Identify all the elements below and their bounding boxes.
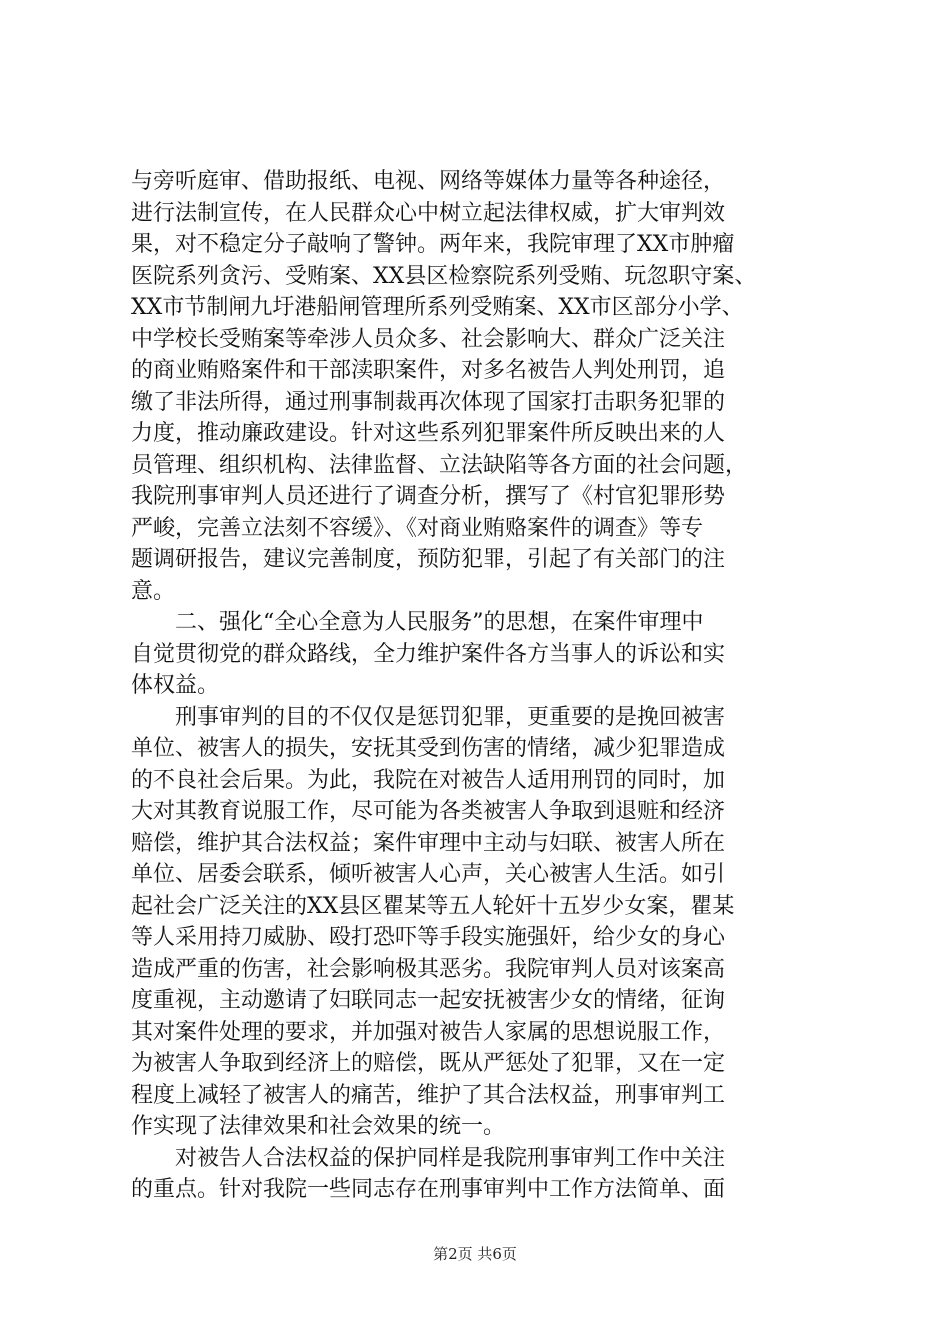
text-line: 起社会广泛关注的XX县区瞿某等五人轮奸十五岁少女案，瞿某 [131,893,735,919]
text-line: 大对其教育说服工作，尽可能为各类被害人争取到退赃和经济 [131,799,726,824]
text-line: 刑事审判的目的不仅仅是惩罚犯罪，更重要的是挽回被害 [131,704,726,730]
text-line: 进行法制宣传，在人民群众心中树立起法律权威，扩大审判效 [131,200,726,226]
text-line: 体权益。 [131,673,220,698]
text-line: 作实现了法律效果和社会效果的统一。 [131,1114,506,1139]
text-line: 中学校长受贿案等牵涉人员众多、社会影响大、群众广泛关注 [131,326,726,352]
text-line: 医院系列贪污、受贿案、XX县区检察院系列受贿、玩忽职守案、 [131,263,757,289]
text-line: 程度上减轻了被害人的痛苦，维护了其合法权益，刑事审判工 [131,1082,726,1108]
text-line: 度重视，主动邀请了妇联同志一起安抚被害少女的情绪，征询 [131,988,726,1013]
text-line: 与旁听庭审、借助报纸、电视、网络等媒体力量等各种途径， [131,169,726,194]
text-line: 等人采用持刀威胁、殴打恐吓等手段实施强奸，给少女的身心 [131,925,726,950]
text-line: XX市节制闸九圩港船闸管理所系列受贿案、XX市区部分小学、 [131,295,744,320]
text-line: 果，对不稳定分子敲响了警钟。两年来，我院审理了XX市肿瘤 [131,232,735,257]
text-line: 员管理、组织机构、法律监督、立法缺陷等各方面的社会问题， [131,452,748,478]
page-footer: 第2页 共6页 [433,1245,517,1263]
text-line: 单位、居委会联系，倾听被害人心声，关心被害人生活。如引 [131,862,726,887]
text-line: 为被害人争取到经济上的赔偿，既从严惩处了犯罪，又在一定 [131,1051,726,1076]
text-line: 二、强化“全心全意为人民服务”的思想，在案件审理中 [131,610,704,635]
text-line: 自觉贯彻党的群众路线，全力维护案件各方当事人的诉讼和实 [131,641,726,667]
text-line: 其对案件处理的要求，并加强对被告人家属的思想说服工作， [131,1019,726,1045]
text-line: 力度，推动廉政建设。针对这些系列犯罪案件所反映出来的人 [131,421,726,446]
text-line: 单位、被害人的损失，安抚其受到伤害的情绪，减少犯罪造成 [131,736,726,761]
text-line: 造成严重的伤害，社会影响极其恶劣。我院审判人员对该案高 [131,956,726,982]
text-line: 意。 [131,578,176,604]
text-line: 题调研报告，建议完善制度，预防犯罪，引起了有关部门的注 [131,547,726,572]
text-line: 的商业贿赂案件和干部渎职案件，对多名被告人判处刑罚，追 [131,358,726,383]
text-line: 对被告人合法权益的保护同样是我院刑事审判工作中关注 [131,1145,726,1171]
text-line: 的不良社会后果。为此，我院在对被告人适用刑罚的同时，加 [131,767,726,793]
text-line: 的重点。针对我院一些同志存在刑事审判中工作方法简单、面 [131,1177,726,1202]
body-text [131,166,831,1206]
text-line: 赔偿，维护其合法权益；案件审理中主动与妇联、被害人所在 [131,830,726,856]
text-line: 缴了非法所得，通过刑事制裁再次体现了国家打击职务犯罪的 [131,389,726,415]
text-line: 我院刑事审判人员还进行了调查分析，撰写了《村官犯罪形势 [131,484,726,509]
text-line: 严峻，完善立法刻不容缓》、《对商业贿赂案件的调查》等专 [131,515,704,541]
